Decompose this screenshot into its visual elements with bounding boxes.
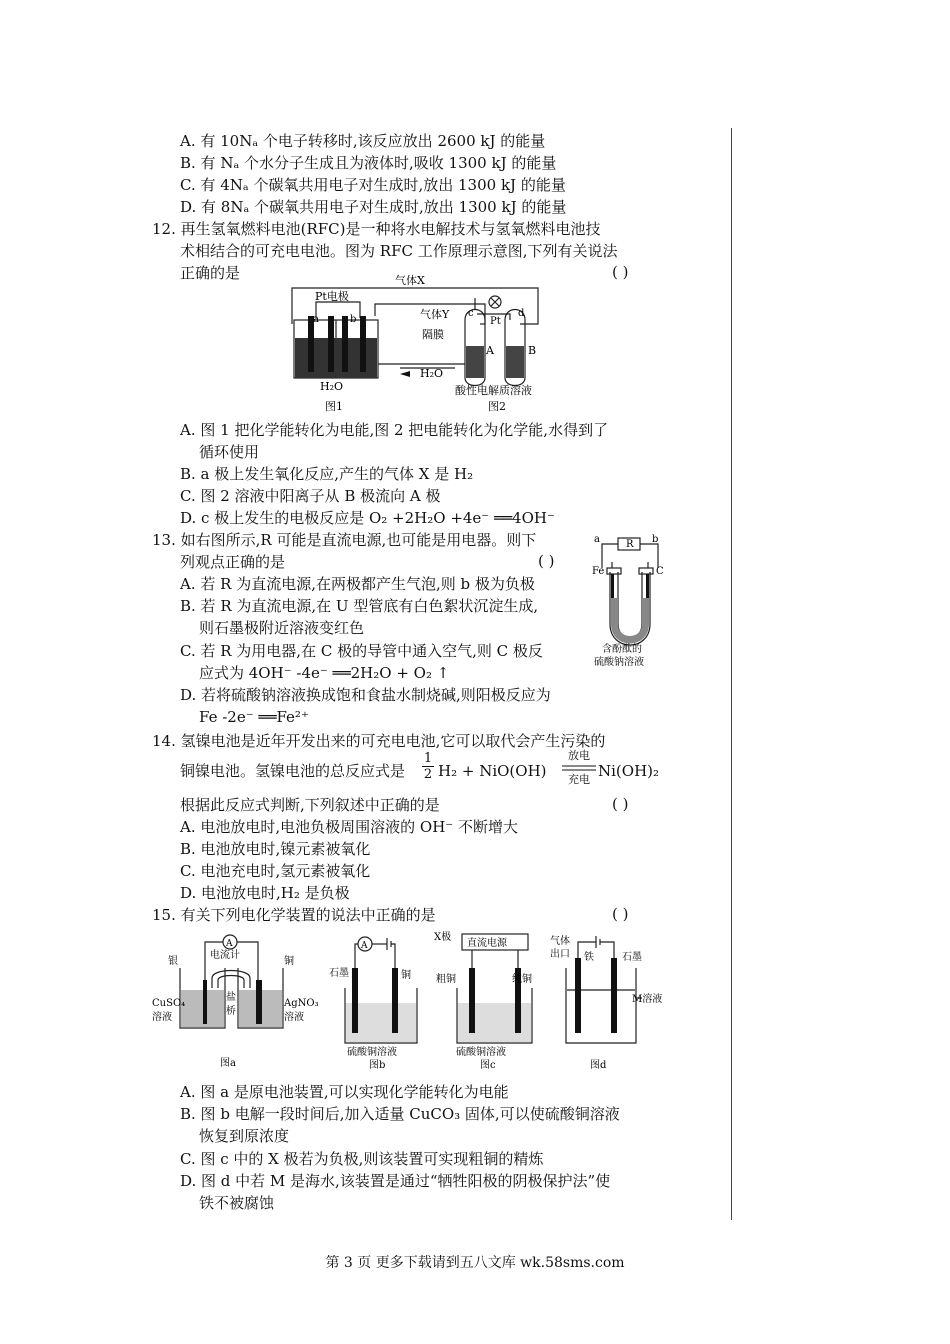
q13-option-b: B. 若 R 为直流电源,在 U 型管底有白色絮状沉淀生成, [180,597,539,615]
q15c-dc: 直流电源 [467,938,507,949]
q15d-iron: 铁 [584,952,594,963]
q11-option-d: D. 有 8Nₐ 个碳氧共用电子对生成时,放出 1300 kJ 的能量 [180,198,567,216]
q12-stem-3: 正确的是 [180,264,241,282]
q14-stem-2: 铜镍电池。氢镍电池的总反应式是 [180,762,406,780]
q15-option-c: C. 图 c 中的 X 极若为负极,则该装置可实现粗铜的精炼 [180,1150,544,1168]
q14-option-d: D. 电池放电时,H₂ 是负极 [180,884,350,902]
q13-stem-1: 13. 如右图所示,R 可能是直流电源,也可能是用电器。则下 [152,531,537,549]
q15c-solution: 硫酸铜溶液 [456,1047,506,1058]
q13-option-c-cont: 应式为 4OH⁻ -4e⁻ ══2H₂O + O₂ ↑ [199,664,450,682]
q12-fig1-caption: 图1 [325,400,343,413]
page-footer: 第 3 页 更多下载请到五八文库 wk.58sms.com [325,1255,625,1271]
q12-fig-pt: Pt [490,316,501,327]
q12-option-c: C. 图 2 溶液中阳离子从 B 极流向 A 极 [180,487,441,505]
q15a-silver: 银 [168,956,178,967]
q13-fig-a: a [594,534,600,545]
q13-option-d: D. 若将硫酸钠溶液换成饱和食盐水制烧碱,则阳极反应为 [180,686,551,704]
q12-fig-c: c [468,308,474,319]
q13-fig-b: b [652,534,659,545]
q11-option-c: C. 有 4Nₐ 个碳氧共用电子对生成时,放出 1300 kJ 的能量 [180,176,566,194]
q14-option-c: C. 电池充电时,氢元素被氧化 [180,862,371,880]
q15a-copper: 铜 [284,956,294,967]
q14-option-a: A. 电池放电时,电池负极周围溶液的 OH⁻ 不断增大 [180,818,518,836]
q14-eq-bottom: 充电 [568,773,590,786]
q15a-bridge-2: 桥 [226,1006,236,1017]
q12-option-d: D. c 极上发生的电极反应是 O₂ +2H₂O +4e⁻ ══4OH⁻ [180,509,555,527]
q13-fig-solution-2: 硫酸钠溶液 [594,657,644,668]
q15b-graphite: 石墨 [329,968,349,979]
q14-eq-left: H₂ + NiO(OH) [438,762,547,780]
q15a-meter: 电流计 [210,950,240,961]
q15c-pure: 纯铜 [512,974,532,985]
q13-option-d-cont: Fe -2e⁻ ══Fe²⁺ [199,708,309,726]
q15a-cuso4-1: CuSO₄ [152,998,186,1009]
q12-answer-paren: ( ) [612,263,629,281]
q13-option-a: A. 若 R 为直流电源,在两极都产生气泡,则 b 极为负极 [180,575,535,593]
q12-fig-pt-electrode: Pt电极 [315,290,349,303]
q15-answer-paren: ( ) [612,905,629,923]
q12-fig2-caption: 图2 [488,400,506,413]
q15a-agno3-2: 溶液 [284,1012,304,1023]
q12-fig-membrane: 隔膜 [422,328,444,341]
q14-frac-den: 2 [423,767,433,782]
q15-option-d-cont: 铁不被腐蚀 [199,1194,275,1212]
q12-fig-A: A [486,344,494,357]
q13-option-c: C. 若 R 为用电器,在 C 极的导管中通入空气,则 C 极反 [180,642,543,660]
q15a-cuso4-2: 溶液 [152,1012,172,1023]
svg-text:A: A [361,941,368,951]
q15d-gas-1: 气体 [550,936,570,947]
q15-figure-d [548,928,673,1073]
q15-figure-a [150,928,319,1073]
q15-option-d: D. 图 d 中若 M 是海水,该装置是通过“牺牲阳极的阴极保护法”使 [180,1172,611,1190]
q15-option-b-cont: 恢复到原浓度 [199,1127,290,1145]
q14-frac-num: 1 [423,751,433,766]
q11-option-b: B. 有 Nₐ 个水分子生成且为液体时,吸收 1300 kJ 的能量 [180,154,557,172]
q12-figure [280,276,570,416]
q15d-caption: 图d [590,1060,607,1071]
q12-fig-gas-x: 气体X [395,274,425,287]
q12-stem-2: 术相结合的可充电电池。图为 RFC 工作原理示意图,下列有关说法 [180,242,618,260]
q15-figure-c [432,928,547,1073]
q15-figure-b [325,928,430,1073]
q13-stem-2: 列观点正确的是 [180,553,286,571]
q14-stem-1: 14. 氢镍电池是近年开发出来的可充电电池,它可以取代会产生污染的 [152,732,606,750]
q13-fig-R: R [626,539,634,550]
q14-option-b: B. 电池放电时,镍元素被氧化 [180,840,371,858]
q12-fig-B: B [528,344,537,357]
q15-option-b: B. 图 b 电解一段时间后,加入适量 CuCO₃ 固体,可以使硫酸铜溶液 [180,1105,620,1123]
q13-option-b-cont: 则石墨极附近溶液变红色 [199,619,365,637]
q14-eq-arrows [562,764,596,772]
q13-figure [590,528,670,678]
q15a-bridge-1: 盐 [226,992,236,1003]
q13-fig-C: C [656,566,664,577]
q15b-caption: 图b [369,1060,386,1071]
q15b-copper: 铜 [401,970,411,981]
q15c-x: X极 [434,932,452,943]
q15-stem: 15. 有关下列电化学装置的说法中正确的是 [152,906,436,924]
q15b-solution: 硫酸铜溶液 [347,1047,397,1058]
q15d-gas-2: 出口 [550,949,570,960]
q14-eq-top: 放电 [568,749,590,762]
q13-fig-Fe: Fe [592,566,605,577]
q15-option-a: A. 图 a 是原电池装置,可以实现化学能转化为电能 [180,1083,509,1101]
column-rule [731,128,732,1220]
q13-answer-paren: ( ) [538,552,555,570]
q13-fig-solution-1: 含酚酞的 [602,644,642,655]
q12-fig-h2o-left: H₂O [320,380,344,393]
q15c-caption: 图c [480,1060,496,1071]
q12-option-b: B. a 极上发生氧化反应,产生的气体 X 是 H₂ [180,465,474,483]
svg-text:A: A [226,939,233,949]
q14-answer-paren: ( ) [612,795,629,813]
q15a-caption: 图a [220,1058,236,1069]
q15a-agno3-1: AgNO₃ [284,998,319,1009]
q12-fig-gas-y: 气体Y [420,308,450,321]
q12-fig-h2o-arrow: H₂O [420,367,444,380]
q15c-crude: 粗铜 [436,974,456,985]
q11-option-a: A. 有 10Nₐ 个电子转移时,该反应放出 2600 kJ 的能量 [180,132,546,150]
q12-fig-d: d [518,308,525,319]
q12-option-a-cont: 循环使用 [199,443,260,461]
q14-eq-right: Ni(OH)₂ [598,762,660,780]
q12-fig-a: a [313,314,319,325]
q15d-graphite: 石墨 [622,952,642,963]
q14-stem-3: 根据此反应式判断,下列叙述中正确的是 [180,796,440,814]
q12-stem-1: 12. 再生氢氧燃料电池(RFC)是一种将水电解技术与氢氧燃料电池技 [152,220,601,238]
q15d-m: M溶液 [632,994,663,1005]
q12-option-a: A. 图 1 把化学能转化为电能,图 2 把电能转化为化学能,水得到了 [180,421,609,439]
q12-fig-acid: 酸性电解质溶液 [455,384,532,397]
q12-fig-b: b [350,314,357,325]
